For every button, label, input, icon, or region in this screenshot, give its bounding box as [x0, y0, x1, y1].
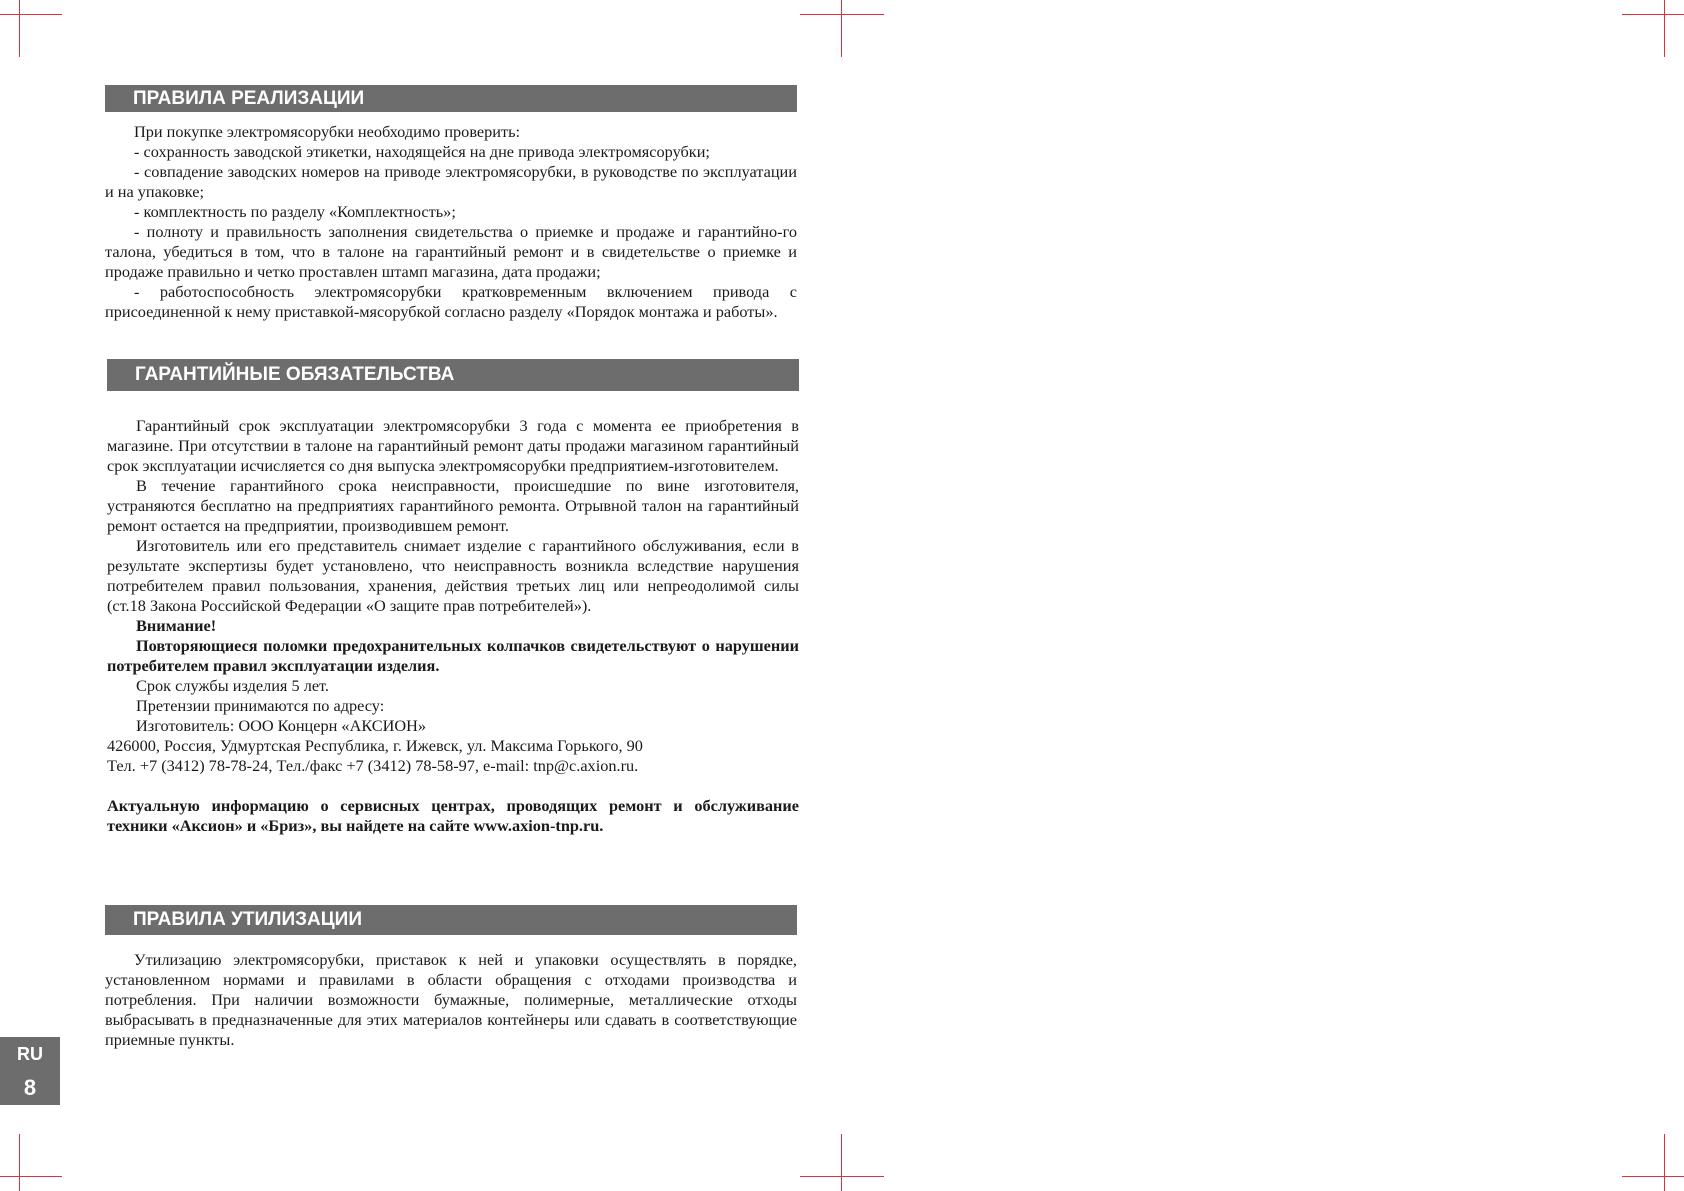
- section-title-disposal: ПРАВИЛА УТИЛИЗАЦИИ: [105, 905, 797, 935]
- paragraph: - комплектность по разделу «Комплектность»;: [134, 202, 456, 221]
- paragraph: - совпадение заводских номеров на приводе электромясорубки, в руководстве по эксплуатации и на упаковке;: [105, 162, 797, 201]
- paragraph: Утилизацию электромясорубки, приставок к ней и упаковки осуществлять в порядке, установленном нормами и правилами в области обращения с отходами производства и потребления. При наличии возможности бумажные, полимерные, металлические отходы выбрасывать в предназначенные для этих материалов контейнеры или сдавать в соответствующие приемные пункты.: [105, 950, 797, 1049]
- attention-text: Повторяющиеся поломки предохранительных колпачков свидетельствуют о нарушении потребителем правил эксплуатации изделия.: [107, 636, 799, 675]
- attention-title: Внимание!: [136, 616, 217, 635]
- paragraph: - сохранность заводской этикетки, находящейся на дне привода электромясорубки;: [134, 142, 710, 161]
- paragraph: Гарантийный срок эксплуатации электромясорубки 3 года с момента ее приобретения в магазине. При отсутствии в талоне на гарантийный ремонт даты продажи магазином гарантийный срок эксплуатации исчисляется со дня выпуска электромясорубки предприятием-изготовителем.: [107, 416, 799, 475]
- manufacturer: Изготовитель: ООО Концерн «АКСИОН»: [136, 716, 427, 735]
- paragraph: При покупке электромясорубки необходимо проверить:: [134, 122, 521, 141]
- paragraph: - полноту и правильность заполнения свидетельства о приемке и продаже и гарантийно-го талона, убедиться в том, что в талоне на гарантийный ремонт и в свидетельстве о приемке и продаже правильно и четко проставлен штамп магазина, дата продажи;: [105, 222, 797, 281]
- service-life: Срок службы изделия 5 лет.: [136, 676, 330, 695]
- section-title-sale-rules: ПРАВИЛА РЕАЛИЗАЦИИ: [105, 85, 797, 112]
- page-number: 8: [23, 1075, 37, 1100]
- service-info: Актуальную информацию о сервисных центрах, проводящих ремонт и обслуживание техники «Аксион» и «Бриз», вы найдете на сайте www.axion-tnp.ru.: [107, 796, 799, 835]
- section-title-warranty: ГАРАНТИЙНЫЕ ОБЯЗАТЕЛЬСТВА: [107, 359, 799, 391]
- paragraph: В течение гарантийного срока неисправности, происшедшие по вине изготовителя, устраняются бесплатно на предприятиях гарантийного ремонта. Отрывной талон на гарантийный ремонт остается на предприятии, производившем ремонт.: [107, 476, 799, 535]
- disposal-text: [105, 950, 797, 1050]
- language-label: RU: [17, 1044, 43, 1064]
- contacts: Тел. +7 (3412) 78-78-24, Тел./факс +7 (3412) 78-58-97, e-mail: tnp@c.axion.ru.: [107, 756, 639, 775]
- address: 426000, Россия, Удмуртская Республика, г. Ижевск, ул. Максима Горького, 90: [107, 736, 643, 755]
- sale-rules-text: [105, 122, 797, 322]
- paragraph: - работоспособность электромясорубки кратковременным включением привода с присоединенной к нему приставкой-мясорубкой согласно разделу «Порядок монтажа и работы».: [105, 282, 797, 321]
- claims-text: Претензии принимаются по адресу:: [136, 696, 385, 715]
- page-tab: [0, 1037, 60, 1105]
- warranty-text: [107, 416, 799, 836]
- paragraph: Изготовитель или его представитель снимает изделие с гарантийного обслуживания, если в результате экспертизы будет установлено, что неисправность возникла вследствие нарушения потребителем правил пользования, хранения, действия третьих лиц или непреодолимой силы (ст.18 Закона Российской Федерации «О защите прав потребителей»).: [107, 536, 799, 615]
